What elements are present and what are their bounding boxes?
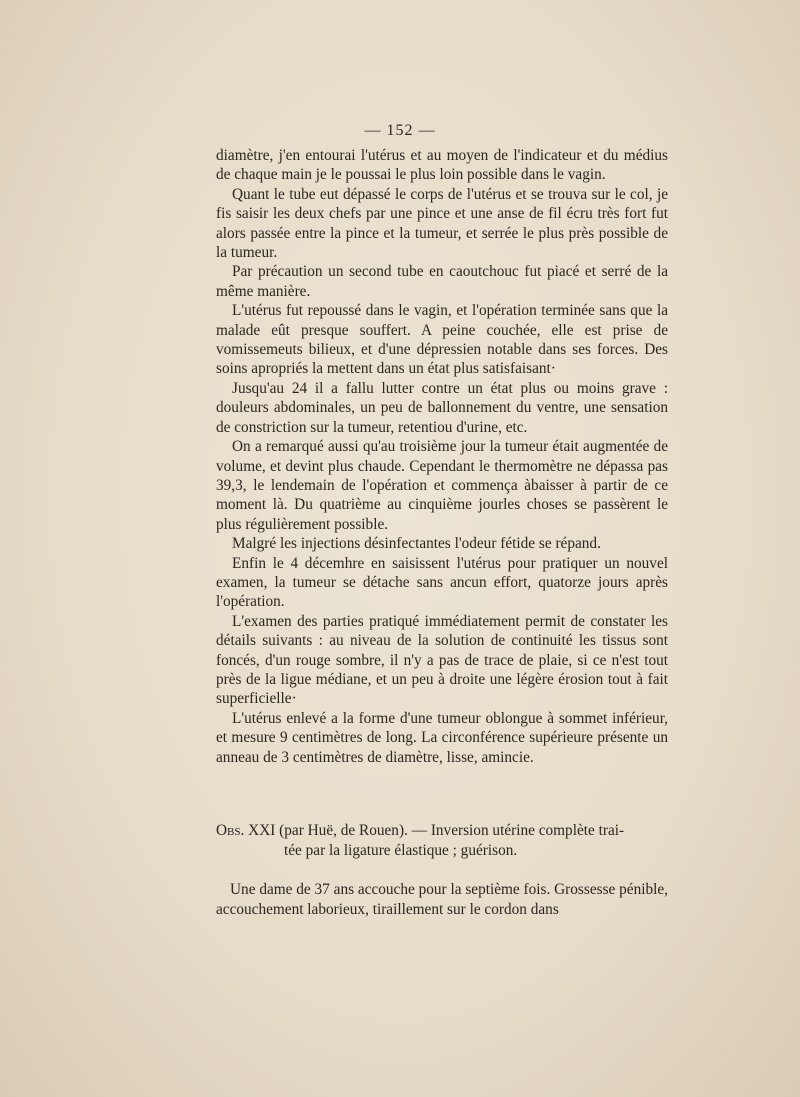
page-number: — 152 — xyxy=(364,122,436,139)
paragraph: Jusqu'au 24 il a fallu lutter contre un état plus ou moins grave : douleurs abdominales, un peu de ballonnement du ventre, une sensation de constriction sur la tumeur, retentiou d'urine, etc. xyxy=(216,379,668,436)
body-text xyxy=(216,146,668,767)
paragraph: Par précaution un second tube en caoutchouc fut piacé et serré de la même manière. xyxy=(216,263,668,300)
paragraph: L'examen des parties pratiqué immédiatement permit de constater les détails suivants : au niveau de la solution de continuité les tissus sont foncés, d'un rouge sombre, il n'y a pas de trace de plaie, si ce n'est tout près de la ligue médiane, et un peu à droite une légère érosion tout à fait superficielle· xyxy=(216,612,668,708)
final-text xyxy=(216,880,668,920)
observation-line-1 xyxy=(216,821,668,841)
paragraph: diamètre, j'en entourai l'utérus et au moyen de l'indicateur et du médius de chaque main je le poussai le plus loin possible dans le vagin. xyxy=(216,147,668,184)
observation-heading xyxy=(216,821,668,861)
paragraph: Enfin le 4 décemhre en saisissent l'utérus pour pratiquer un nouvel examen, la tumeur se détache sans ancun effort, quatorze jours après l'opération. xyxy=(216,554,668,611)
paragraph: Malgré les injections désinfectantes l'odeur fétide se répand. xyxy=(232,535,601,553)
paragraph: Quant le tube eut dépassé le corps de l'utérus et se trouva sur le col, je fis saisir les deux chefs par une pince et une anse de fil écru très fort fut alors passée entre la pince et la tumeur, et serrée le plus près possible de la tumeur. xyxy=(216,185,668,262)
observation-label: Obs. XXI xyxy=(216,822,276,839)
paragraph: L'utérus fut repoussé dans le vagin, et l'opération terminée sans que la malade eût presque souffert. A peine couchée, elle est prise de vomissemeuts bilieux, et d'une dépressien notable dans ses forces. Des soins apropriés la mettent dans un état plus satisfaisant· xyxy=(216,302,668,378)
paragraph: L'utérus enlevé a la forme d'une tumeur oblongue à sommet inférieur, et mesure 9 centimètres de long. La circonférence supérieure présente un anneau de 3 centimètres de diamètre, lisse, amincie. xyxy=(216,709,668,766)
observation-title-start: (par Huë, de Rouen). — Inversion utérine complète trai- xyxy=(279,822,625,839)
paragraph: Une dame de 37 ans accouche pour la septième fois. Grossesse pénible, accouchement laborieux, tiraillement sur le cordon dans xyxy=(216,881,668,918)
paragraph: On a remarqué aussi qu'au troisième jour la tumeur était augmentée de volume, et devint plus chaude. Cependant le thermomètre ne dépassa pas 39,3, le lendemain de l'opération et commença àbaisser à partir de ce moment là. Du quatrième au cinquième jourles choses se passèrent le plus régulièrement possible. xyxy=(216,438,668,533)
observation-title-end: tée par la ligature élastique ; guérison. xyxy=(284,842,518,859)
